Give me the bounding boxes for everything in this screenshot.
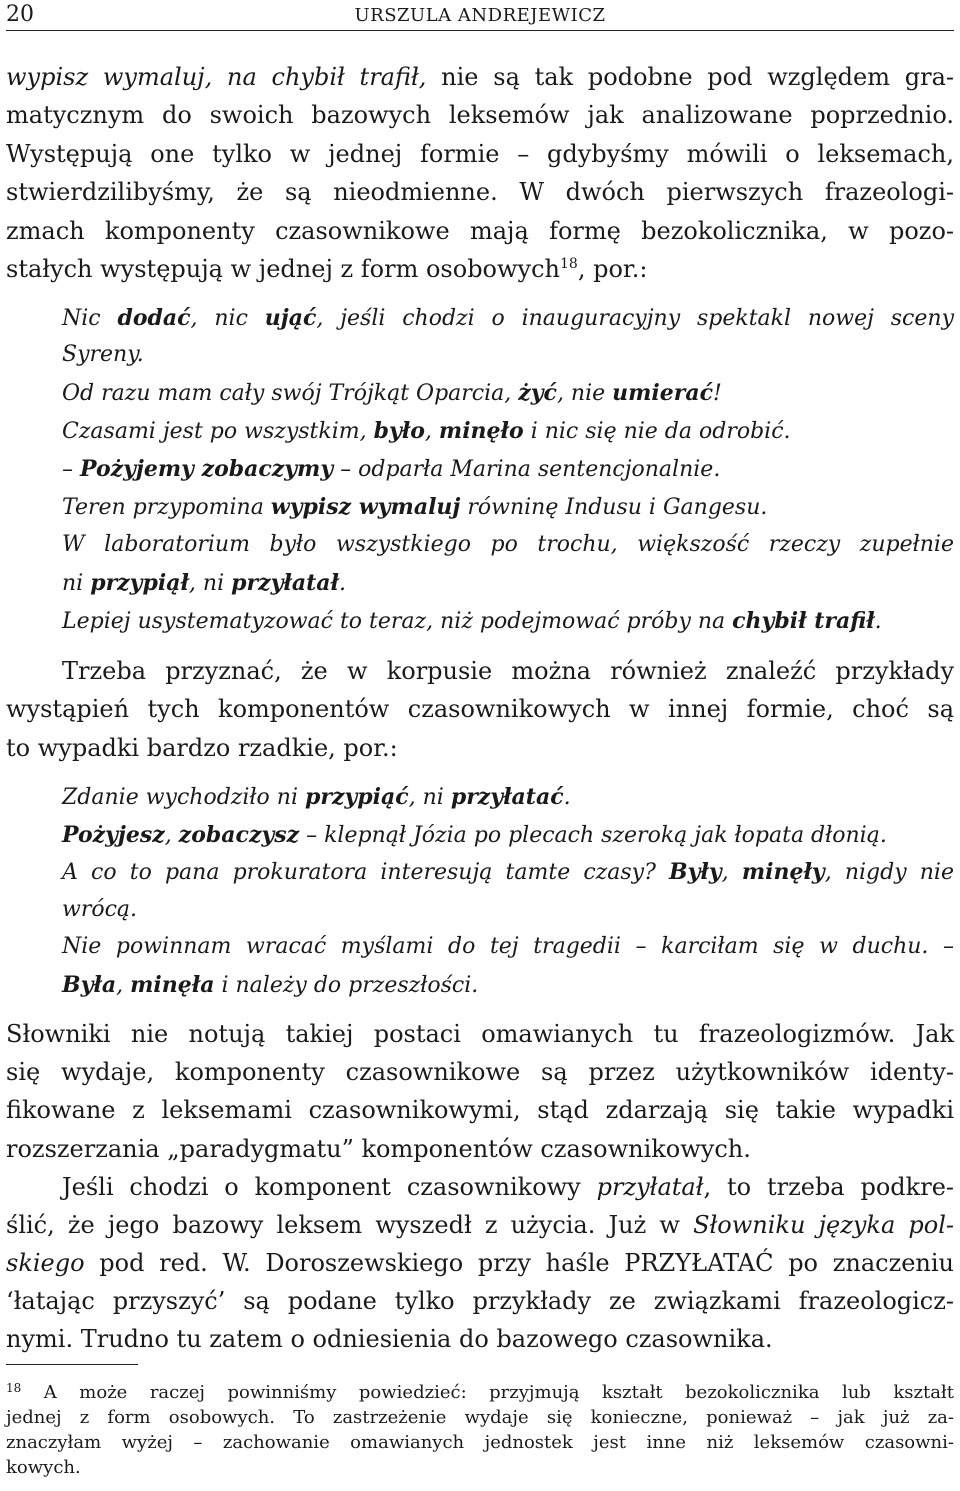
example-line: Była, minęła i należy do przeszłości. [62, 972, 479, 998]
footnote-line: kowych. [6, 1457, 81, 1478]
example-line: – Pożyjemy zobaczymy – odparła Marina sentencjonalnie. [62, 456, 721, 482]
example-line: ni przypiął, ni przyłatał. [62, 570, 346, 596]
footnote-number: 18 [6, 1381, 22, 1395]
footnote-rule [6, 1364, 138, 1365]
body-line: nymi. Trudno tu zatem o odniesienia do bazowego czasownika. [6, 1325, 773, 1353]
example-line: Lepiej usystematyzować to teraz, niż podejmować próby na chybił trafił. [62, 608, 882, 634]
example-line: wrócą. [62, 897, 138, 922]
footnote-ref[interactable]: 18 [560, 256, 578, 272]
body-line: ślić, że jego bazowy leksem wyszedł z użycia. Już w Słowniku języka pol- [6, 1211, 955, 1239]
example-line: Pożyjesz, zobaczysz – klepnął Józia po plecach szeroką jak łopata dłonią. [62, 822, 887, 848]
body-line: matycznym do swoich bazowych leksemów jak analizowane poprzednio. [6, 101, 954, 129]
running-head: URSZULA ANDREJEWICZ [354, 5, 606, 26]
body-line: wypisz wymaluj, na chybił trafił, nie są tak podobne pod względem gra- [6, 63, 955, 91]
example-line: Nie powinnam wracać myślami do tej tragedii – karciłam się w duchu. – [62, 934, 954, 959]
body-line: ‘łatając przyszyć’ są podane tylko przykłady ze związkami frazeologicz- [6, 1287, 954, 1315]
body-line: skiego pod red. W. Doroszewskiego przy haśle PRZYŁATAĆ po znaczeniu [6, 1249, 954, 1277]
footnote-line: $^{18}$ A może raczej powinniśmy powiedzieć: przyjmują kształt bezokolicznika lub kształt [6, 1381, 954, 1403]
body-line: się wydaje, komponenty czasownikowe są przez użytkowników identy- [6, 1058, 954, 1086]
example-line: W laboratorium było wszystkiego po trochu, większość rzeczy zupełnie [62, 532, 954, 557]
example-line: Zdanie wychodziło ni przypiąć, ni przyłatać. [62, 784, 571, 810]
body-line: Trzeba przyznać, że w korpusie można również znaleźć przykłady [62, 657, 954, 685]
body-line: Występują one tylko w jednej formie – gdybyśmy mówili o leksemach, [6, 140, 954, 168]
body-line: rozszerzania „paradygmatu” komponentów czasownikowych. [6, 1135, 751, 1163]
example-line: Od razu mam cały swój Trójkąt Oparcia, żyć, nie umierać! [62, 380, 722, 406]
body-line: fikowane z leksemami czasownikowymi, stąd zdarzają się takie wypadki [6, 1096, 954, 1124]
body-line: stałych występują w jednej z form osobowych$^{18}$, por.: [6, 255, 648, 283]
example-line: Nic dodać, nic ująć, jeśli chodzi o inauguracyjny spektakl nowej sceny [62, 305, 954, 331]
body-line: Jeśli chodzi o komponent czasownikowy przyłatał, to trzeba podkre- [62, 1173, 954, 1201]
example-line: Syreny. [62, 342, 144, 367]
example-line: A co to pana prokuratora interesują tamte czasy? Były, minęły, nigdy nie [62, 859, 954, 885]
page-number: 20 [6, 2, 34, 27]
footnote-line: znaczyłam wyżej – zachowanie omawianych jednostek jest inne niż leksemów czasowni- [6, 1432, 954, 1453]
body-line: stwierdzilibyśmy, że są nieodmienne. W dwóch pierwszych frazeologi- [6, 178, 954, 206]
body-line: to wypadki bardzo rzadkie, por.: [6, 734, 398, 762]
page-header [6, 0, 954, 31]
body-line: Słowniki nie notują takiej postaci omawianych tu frazeologizmów. Jak [6, 1020, 954, 1048]
footnote-line: jednej z form osobowych. To zastrzeżenie wydaje się konieczne, ponieważ – jak już za- [6, 1407, 954, 1428]
example-line: Czasami jest po wszystkim, było, minęło i nic się nie da odrobić. [62, 418, 791, 444]
body-line: zmach komponenty czasownikowe mają formę bezokolicznika, w pozo- [6, 217, 954, 245]
example-line: Teren przypomina wypisz wymaluj równinę Indusu i Gangesu. [62, 494, 768, 520]
body-line: wystąpień tych komponentów czasownikowych w innej formie, choć są [6, 695, 954, 723]
